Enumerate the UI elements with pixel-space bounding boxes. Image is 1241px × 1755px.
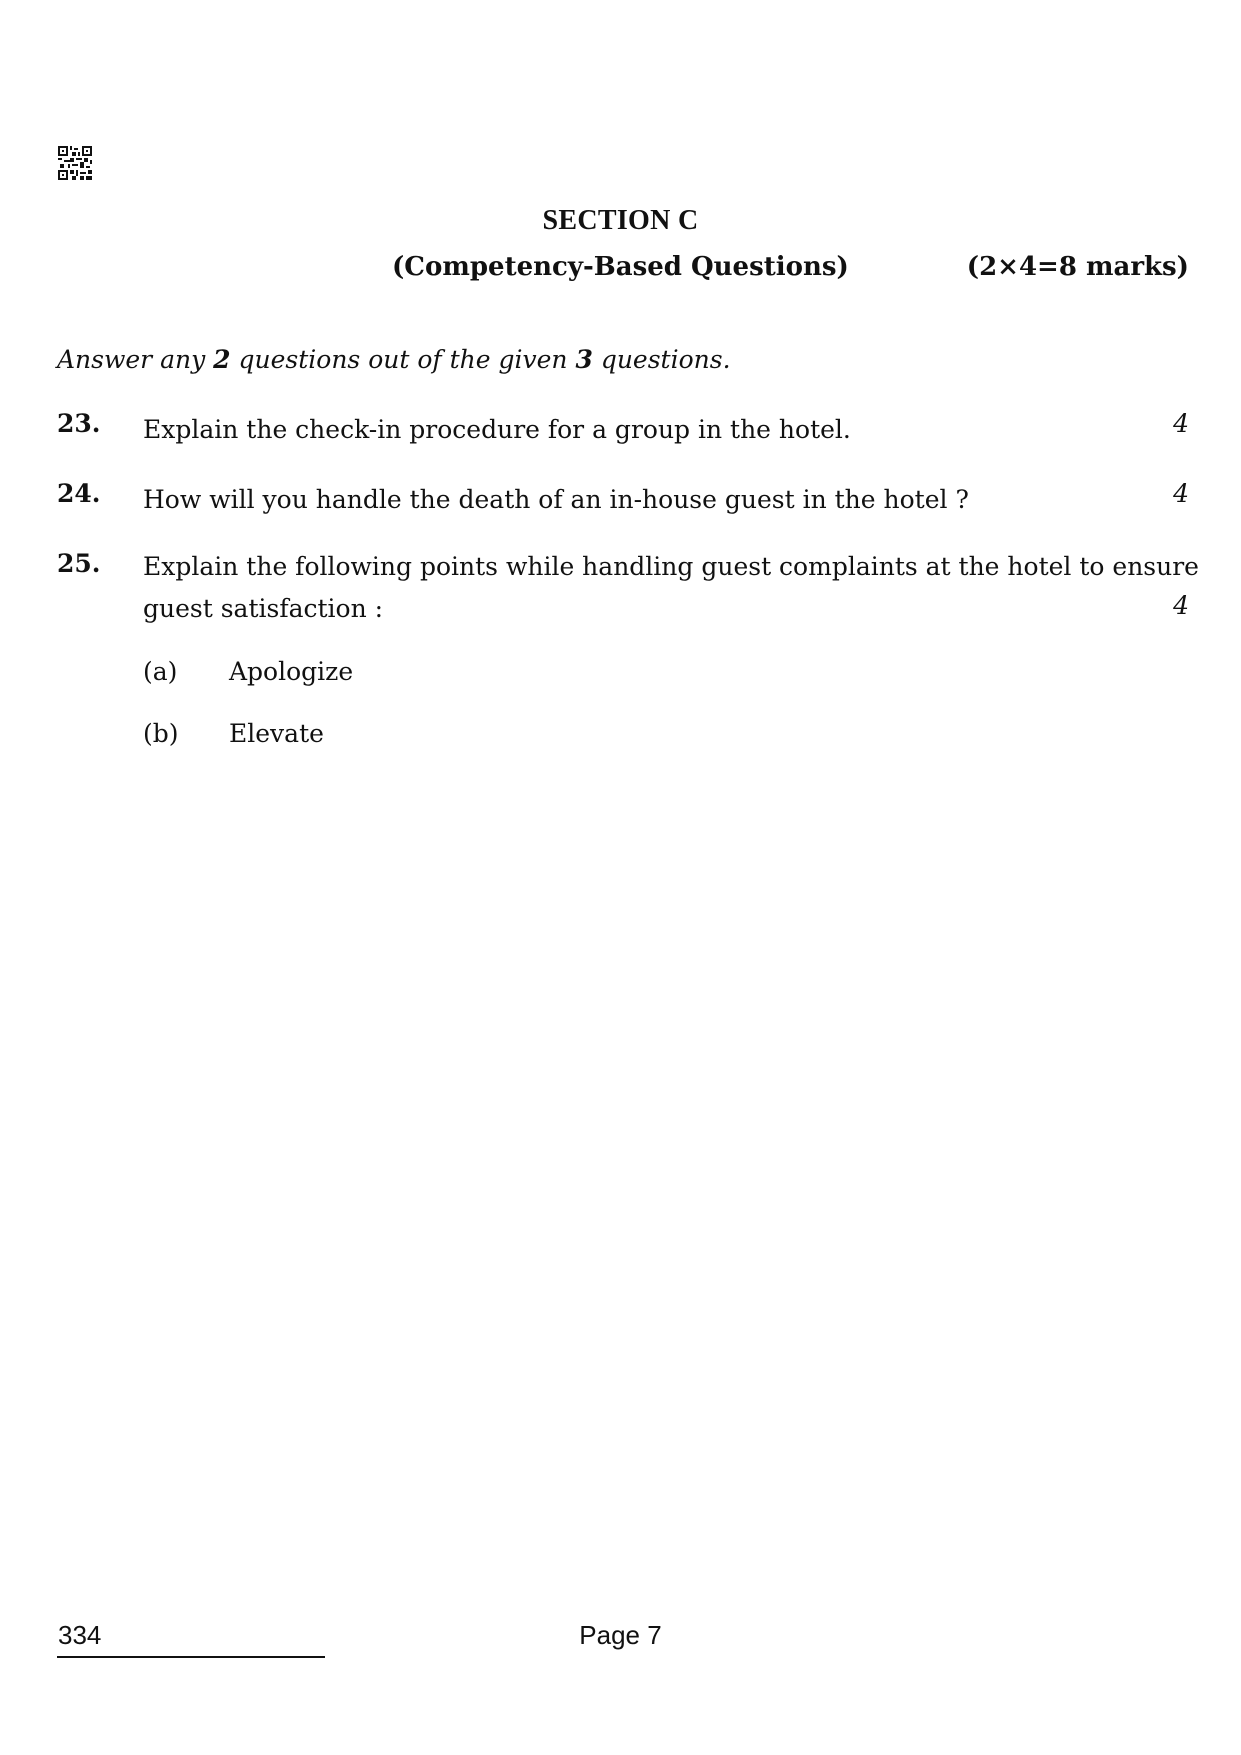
- question-marks: 4: [1173, 591, 1189, 620]
- subpart-text: Apologize: [229, 657, 354, 686]
- instruction-count-total: 3: [575, 345, 593, 374]
- instruction-text: questions out of the given: [230, 345, 576, 374]
- footer-divider: [57, 1656, 325, 1658]
- instruction-text: Answer any: [57, 345, 214, 374]
- page-number: Page 7: [579, 1620, 662, 1650]
- question-number: 25.: [57, 549, 101, 578]
- question-marks: 4: [1173, 409, 1189, 438]
- question-number: 24.: [57, 479, 101, 508]
- subpart-label: (a): [143, 657, 178, 686]
- question-marks: 4: [1173, 479, 1189, 508]
- question-text: Explain the following points while handling guest complaints at the hotel to ensure guest satisfaction :: [143, 552, 1199, 623]
- instruction-count-any: 2: [213, 345, 231, 374]
- instruction-text: questions.: [592, 345, 731, 374]
- paper-code: 334: [58, 1620, 102, 1650]
- section-subtitle: (Competency-Based Questions): [392, 252, 849, 282]
- section-title: SECTION C: [542, 205, 699, 236]
- question-number: 23.: [57, 409, 101, 438]
- question-text: Explain the check-in procedure for a group in the hotel.: [143, 415, 851, 444]
- instruction: [57, 345, 731, 374]
- question-text: How will you handle the death of an in-house guest in the hotel ?: [143, 485, 969, 514]
- subpart-label: (b): [143, 719, 179, 748]
- subpart-text: Elevate: [229, 719, 324, 748]
- qr-code-icon: [58, 146, 92, 180]
- section-marks: (2×4=8 marks): [966, 252, 1189, 282]
